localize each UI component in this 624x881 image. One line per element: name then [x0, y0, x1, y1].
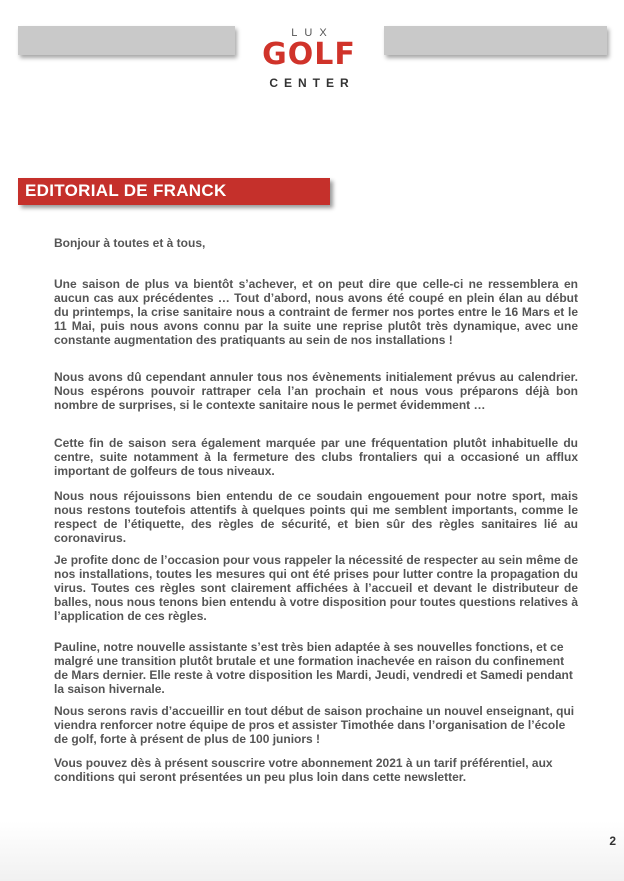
- logo-center-text: CENTER: [269, 76, 355, 90]
- section-title-banner: [18, 178, 330, 205]
- paragraph-6: Pauline, notre nouvelle assistante s’est très bien adaptée à ses nouvelles fonctions, et ce malgré une transition plutôt brutale et une formation inachevée en raison du confinement de Mars dernier. Elle reste à votre disposition les Mardi, Jeudi, vendredi et Samedi pendant la saison hivernale.: [54, 640, 573, 696]
- paragraph-2: Nous avons dû cependant annuler tous nos évènements initialement prévus au calendrier. Nous espérons pouvoir rattraper cela l’an prochain et nous vous préparons déjà bon nombre de surprises, si le contexte sanitaire nous le permet évidemment …: [54, 370, 578, 412]
- logo-golf-text: GOLF: [262, 37, 356, 72]
- header-bar-left: [18, 26, 235, 55]
- page-number: 2: [609, 834, 616, 848]
- lux-golf-center-logo: [240, 27, 378, 95]
- paragraph-7: Nous serons ravis d’accueillir en tout début de saison prochaine un nouvel enseignant, qui viendra renforcer notre équipe de pros et assister Timothée dans l’organisation de l’école de golf, forte à présent de plus de 100 juniors !: [54, 704, 575, 746]
- logo-lux-text: LUX: [291, 27, 334, 39]
- paragraph-4: Nous nous réjouissons bien entendu de ce soudain engouement pour notre sport, mais nous restons toutefois attentifs à quelques points qui me semblent importants, comme le respect de l’étiquette, des règles de sécurité, et bien sûr des règles sanitaires lié au coronavirus.: [54, 489, 578, 545]
- paragraph-5: Je profite donc de l’occasion pour vous rappeler la nécessité de respecter au sein même de nos installations, toutes les mesures qui ont été prises pour lutter contre la propagation du virus. Toutes ces règles sont clairement affichées à l’accueil et devant le distributeur de balles, nous nous tenons bien entendu à votre disposition pour toutes questions relatives à l’application de ces règles.: [54, 553, 578, 623]
- page-bottom-shade: [0, 821, 624, 881]
- paragraph-1: Une saison de plus va bientôt s’achever, et on peut dire que celle-ci ne ressemblera en aucun cas aux précédentes … Tout d’abord, nous avons été coupé en plein élan au début du printemps, la crise sanitaire nous a contraint de fermer nos portes entre le 16 Mars et le 11 Mai, puis nous avons connu par la suite une reprise plutôt très dynamique, avec une constante augmentation des pratiquants au sein de nos installations !: [54, 277, 578, 347]
- header-bar-right: [384, 26, 607, 55]
- paragraph-3: Cette fin de saison sera également marquée par une fréquentation plutôt inhabituelle du centre, suite notamment à la fermeture des clubs frontaliers qui a occasioné un afflux important de golfeurs de tous niveaux.: [54, 436, 578, 478]
- section-title: EDITORIAL DE FRANCK: [25, 181, 227, 200]
- greeting: Bonjour à toutes et à tous,: [54, 236, 206, 250]
- paragraph-8: Vous pouvez dès à présent souscrire votre abonnement 2021 à un tarif préférentiel, aux conditions qui seront présentées un peu plus loin dans cette newsletter.: [54, 756, 553, 784]
